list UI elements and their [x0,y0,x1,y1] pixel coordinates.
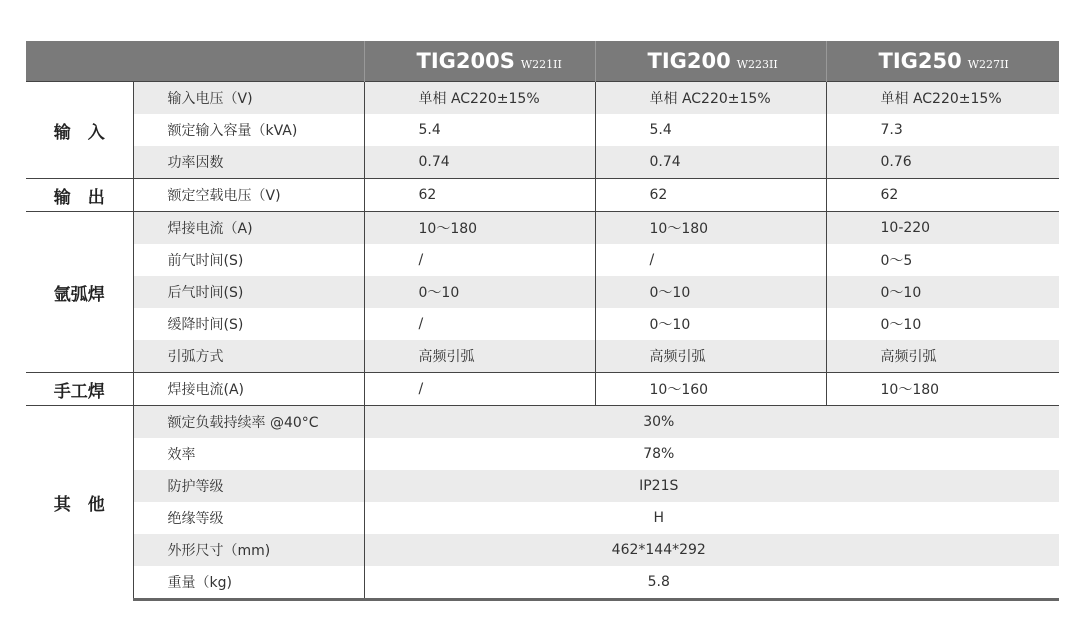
header-row [26,41,1059,82]
group-label-output: 输 出 [26,179,133,212]
table-row [26,212,1059,245]
header-blank [26,41,364,82]
param-label: 缓降时间(S) [133,308,364,340]
value-cell-merged: IP21S [364,470,1059,502]
param-label: 重量（kg) [133,566,364,600]
value-cell: 0～10 [595,276,826,308]
param-label: 焊接电流(A) [133,373,364,406]
value-cell: 62 [364,179,595,212]
value-cell: 单相 AC220±15% [595,82,826,115]
value-cell: 单相 AC220±15% [826,82,1059,115]
value-cell: 高频引弧 [364,340,595,373]
param-label: 效率 [133,438,364,470]
value-cell: 高频引弧 [826,340,1059,373]
value-cell: 62 [826,179,1059,212]
table-row [26,82,1059,115]
value-cell-merged: 78% [364,438,1059,470]
table-row [26,146,1059,179]
value-cell: 0.76 [826,146,1059,179]
model-code: W221II [520,58,562,71]
group-label-input: 输 入 [26,82,133,179]
table-row [26,406,1059,439]
value-cell-merged: 5.8 [364,566,1059,600]
param-label: 后气时间(S) [133,276,364,308]
value-cell: 0～10 [826,276,1059,308]
table-row [26,276,1059,308]
value-cell: / [595,244,826,276]
value-cell: / [364,308,595,340]
param-label: 外形尺寸（mm) [133,534,364,566]
value-cell: 10～180 [826,373,1059,406]
value-cell: 10～180 [364,212,595,245]
value-cell: 0～5 [826,244,1059,276]
value-cell-merged: 462*144*292 [364,534,1059,566]
param-label: 额定输入容量（kVA) [133,114,364,146]
param-label: 功率因数 [133,146,364,179]
value-cell: 0～10 [364,276,595,308]
model-name: TIG200S [416,49,515,73]
value-cell: 5.4 [364,114,595,146]
value-cell: 0～10 [595,308,826,340]
value-cell: / [364,244,595,276]
param-label: 绝缘等级 [133,502,364,534]
table-row [26,244,1059,276]
value-cell: 单相 AC220±15% [364,82,595,115]
group-label-tig: 氩弧焊 [26,212,133,373]
model-name: TIG200 [647,49,731,73]
value-cell: 10-220 [826,212,1059,245]
param-label: 输入电压（V) [133,82,364,115]
table-row [26,534,1059,566]
group-label-mma: 手工焊 [26,373,133,406]
value-cell: 10～160 [595,373,826,406]
param-label: 焊接电流（A) [133,212,364,245]
group-label-other: 其 他 [26,406,133,600]
value-cell: 10～180 [595,212,826,245]
table-row [26,566,1059,600]
table-row [26,114,1059,146]
model-code: W223II [736,58,778,71]
model-header [826,41,1059,82]
table-row [26,308,1059,340]
value-cell: 62 [595,179,826,212]
spec-table-container [26,41,1059,601]
value-cell: / [364,373,595,406]
value-cell: 0.74 [364,146,595,179]
model-name: TIG250 [878,49,962,73]
param-label: 前气时间(S) [133,244,364,276]
param-label: 防护等级 [133,470,364,502]
param-label: 额定空载电压（V) [133,179,364,212]
value-cell: 5.4 [595,114,826,146]
model-header [364,41,595,82]
table-row [26,438,1059,470]
value-cell-merged: 30% [364,406,1059,439]
model-header [595,41,826,82]
table-row [26,502,1059,534]
model-code: W227II [967,58,1009,71]
value-cell-merged: H [364,502,1059,534]
value-cell: 0.74 [595,146,826,179]
table-row [26,179,1059,212]
param-label: 额定负载持续率 @40°C [133,406,364,439]
value-cell: 0～10 [826,308,1059,340]
table-row [26,373,1059,406]
value-cell: 高频引弧 [595,340,826,373]
table-row [26,470,1059,502]
spec-table [26,41,1059,601]
table-row [26,340,1059,373]
param-label: 引弧方式 [133,340,364,373]
value-cell: 7.3 [826,114,1059,146]
